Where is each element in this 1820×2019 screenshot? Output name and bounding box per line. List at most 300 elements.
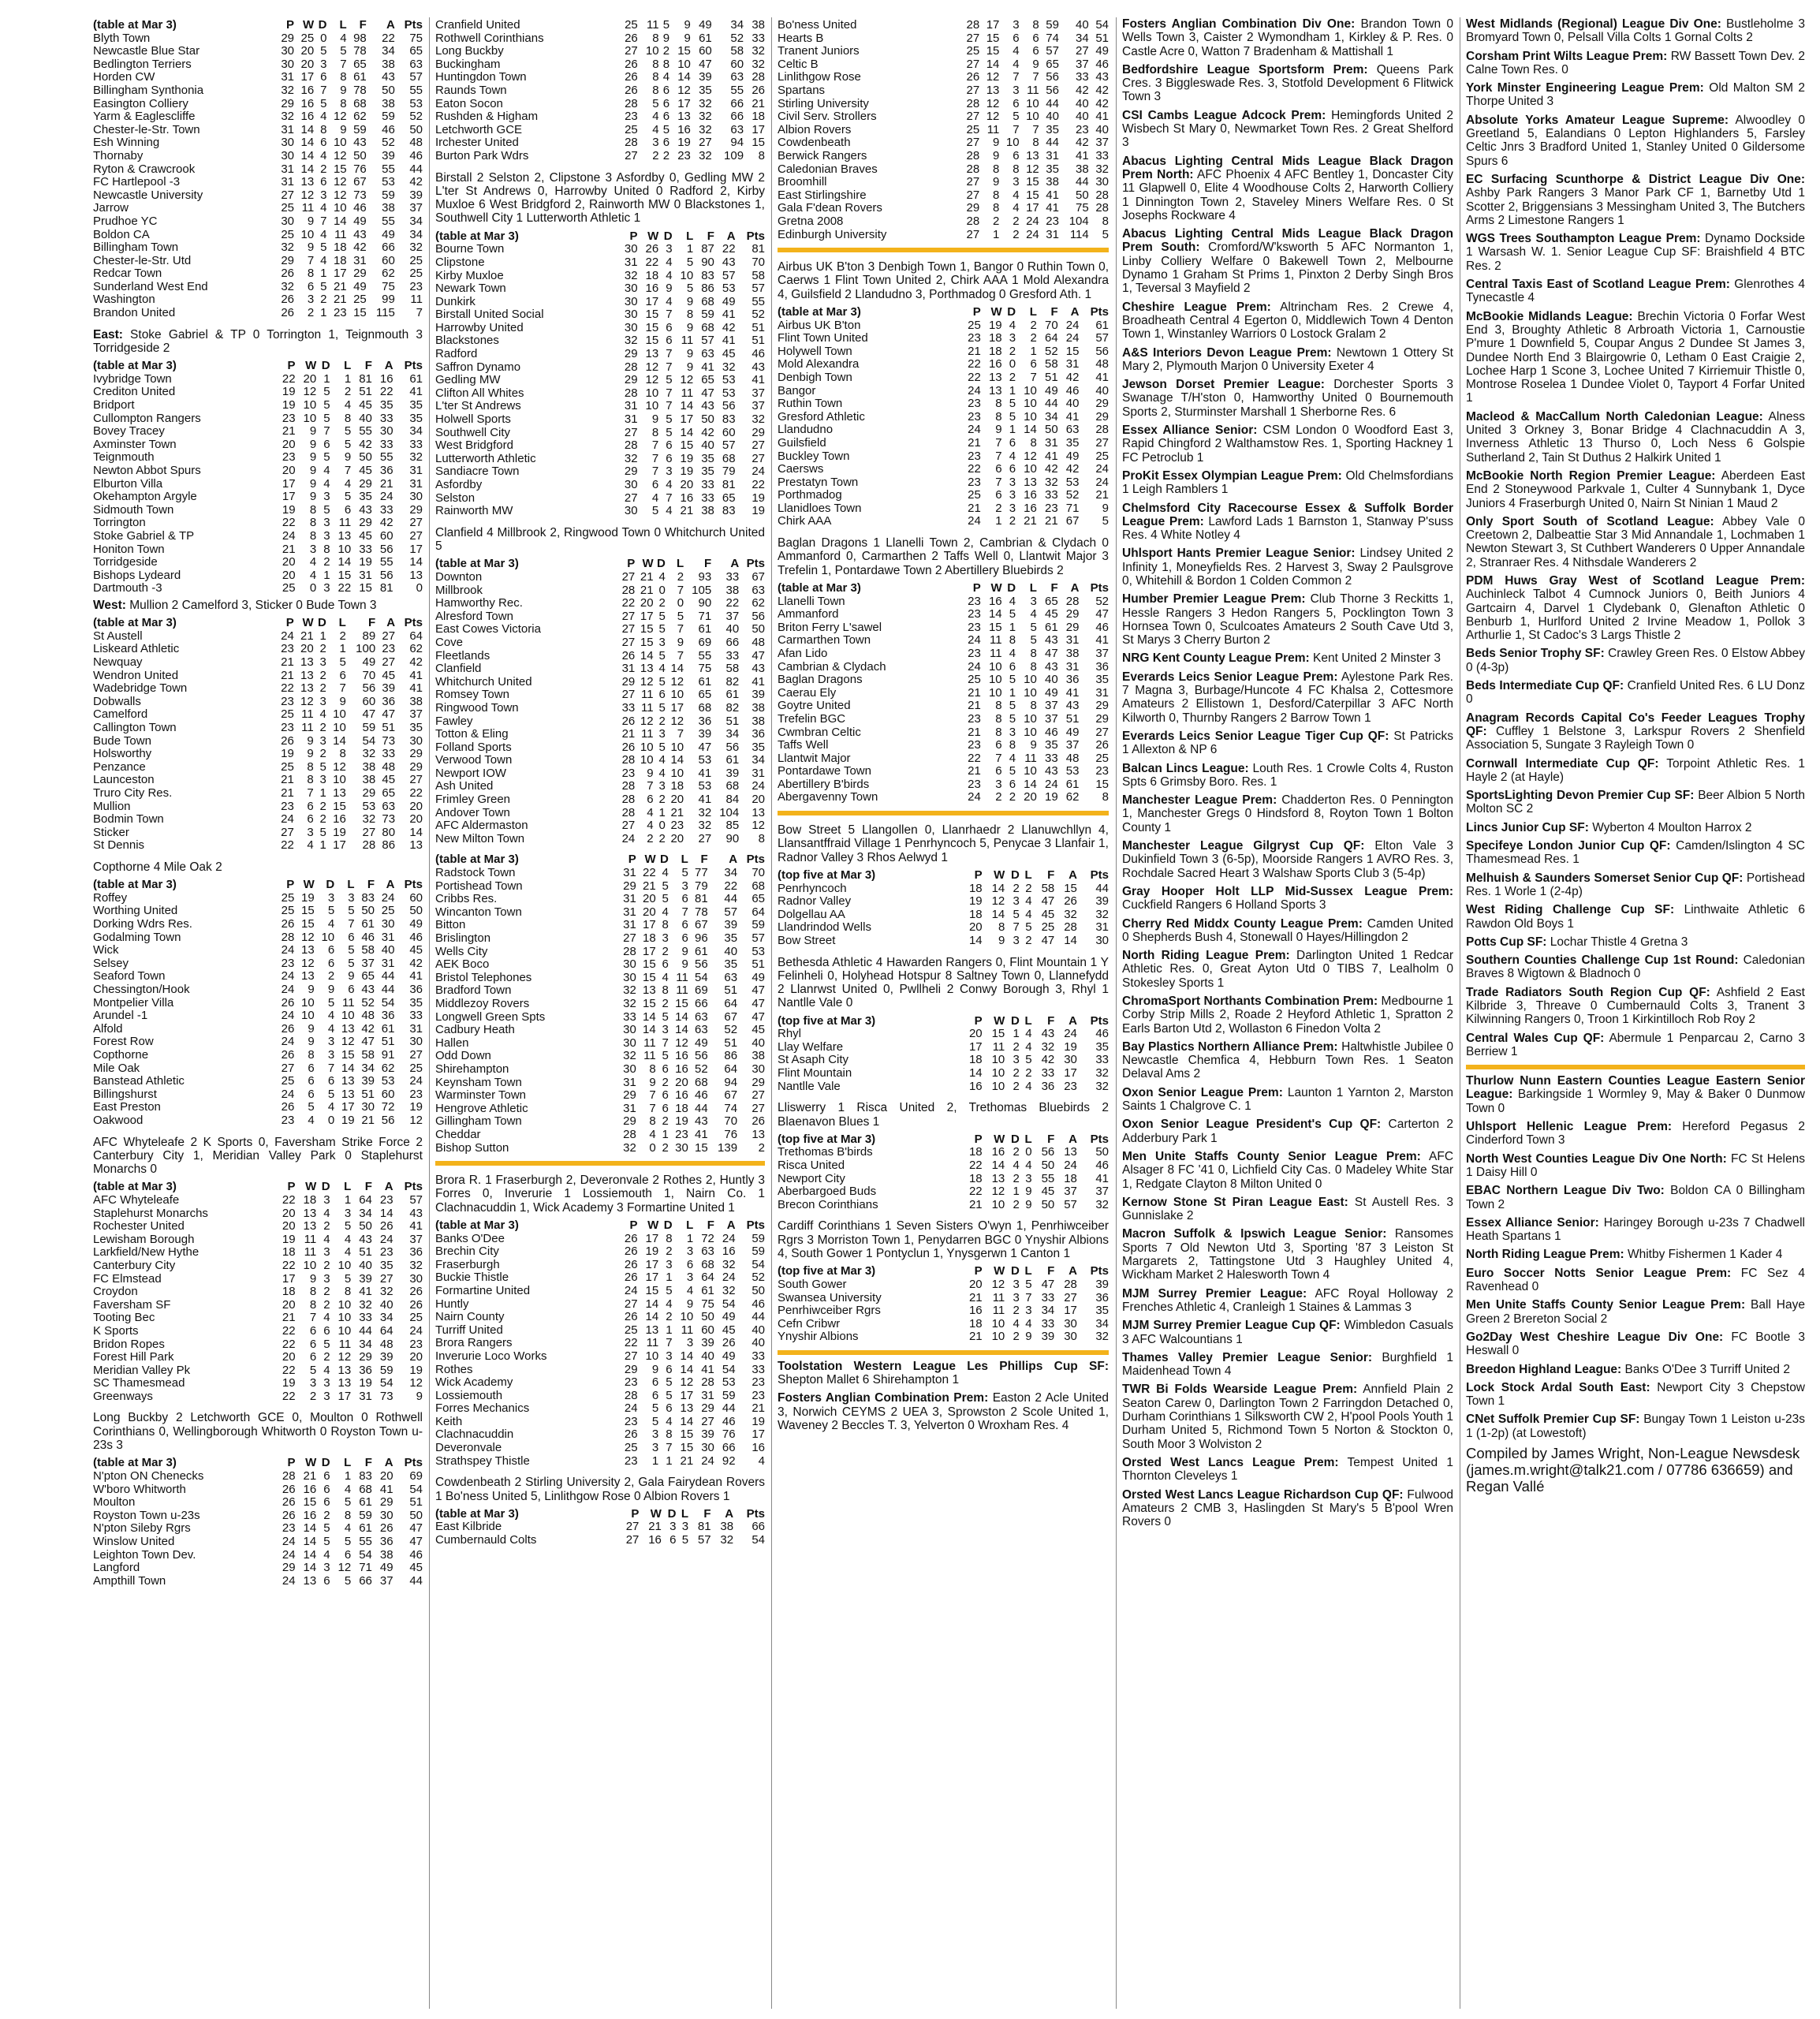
stat-cell: 22 [722,242,736,256]
results-paragraph [435,1174,765,1215]
table-header-cell: D [660,853,669,867]
results-page [93,17,1806,2009]
stat-cell: 2 [323,1258,330,1272]
stat-cell: 23 [282,411,296,425]
stat-cell: 2 [323,1350,330,1364]
table-row [93,1483,423,1497]
stat-cell: 7 [1032,70,1039,84]
stat-cell: 41 [409,969,423,983]
stat-cell: 7 [995,751,1002,765]
stat-cell: 30 [1095,933,1109,947]
stat-cell: 33 [623,1010,636,1024]
stat-cell: 20 [282,1297,296,1312]
table-header-cell: A [1069,1264,1077,1278]
stat-cell: 27 [409,1047,423,1062]
stat-cell: 22 [382,31,395,45]
team-name: Abergavenny Town [778,791,878,804]
team-name: Andover Town [435,806,510,819]
table-header-cell: L [1024,1132,1032,1146]
stat-cell: 44 [751,1310,765,1324]
stat-cell: 56 [1046,83,1059,97]
stat-cell: 35 [701,465,714,479]
table-header-cell: P [974,1264,983,1278]
stat-cell: 11 [1027,83,1039,97]
stat-cell: 15 [675,996,688,1010]
competition-name: Cherry Red Middx County League Prem: [1122,916,1363,931]
stat-cell: 45 [359,398,372,412]
results-paragraph [1466,574,1805,642]
stat-cell: 45 [751,1023,765,1037]
stat-cell: 68 [695,1075,708,1089]
stat-cell: 18 [282,1245,296,1260]
team-name: Caersws [778,463,824,476]
team-name: Canterbury City [93,1259,176,1272]
stat-cell: 18 [645,268,659,282]
stat-cell: 6 [1009,435,1016,450]
stat-cell: 32 [1095,1330,1109,1344]
team-name: Dunkirk [435,295,476,308]
stat-cell: 3 [319,694,326,708]
stat-cell: 6 [666,451,673,465]
stat-cell: 26 [624,1271,638,1285]
stat-cell: 22 [281,681,294,696]
stat-cell: 8 [649,1114,656,1129]
stat-cell: 20 [282,555,296,569]
stat-cell: 28 [624,386,638,400]
stat-cell: 8 [344,1508,352,1522]
results-text: Haltwhistle Jubilee 0 Newcastle Chemfica 4, Hebburn Town Res. 1 Seaton Delaval Ams 2 [1122,1039,1453,1081]
stat-cell: 60 [362,694,376,708]
stat-cell: 22 [281,838,294,853]
stat-cell: 14 [968,1066,983,1080]
table-row [93,1207,423,1221]
table-row [435,348,765,361]
stat-cell: 5 [344,424,352,439]
results-paragraph [435,1476,765,1503]
stat-cell: 43 [1044,633,1058,647]
stat-cell: 94 [724,1075,738,1089]
table-row [435,322,765,335]
stat-cell: 23 [621,766,636,780]
table-header-label: (table at Mar 3) [435,1218,519,1232]
table-row [93,1364,423,1378]
stat-cell: 40 [381,943,395,957]
table-row [778,437,1109,450]
stat-cell: 24 [1065,318,1080,332]
stat-cell: 12 [301,930,315,944]
stat-cell: 50 [359,1219,372,1233]
stat-cell: 9 [686,294,694,308]
table-row [435,1416,765,1429]
stat-cell: 14 [300,136,315,150]
stat-cell: 24 [282,1534,296,1548]
table-header-cell: F [700,853,708,867]
stat-cell: 20 [968,1027,983,1041]
stat-cell: 41 [1095,1171,1109,1185]
table-row [435,19,765,32]
stat-cell: 4 [1013,1316,1020,1330]
stat-cell: 22 [409,786,423,800]
stat-cell: 42 [1065,370,1080,384]
competition-name: Manchester League Gilgryst Cup QF: [1122,839,1365,853]
stat-cell: 28 [966,162,980,176]
stat-cell: 8 [1032,18,1039,32]
stat-cell: 62 [751,596,765,610]
stat-cell: 38 [362,773,376,787]
stat-cell: 75 [698,662,712,676]
table-row [93,293,423,307]
stat-cell: 90 [725,831,740,845]
table-row [435,58,765,72]
stat-cell: 16 [677,122,691,136]
table-header-cell: A [1070,304,1080,319]
table-header-cell: F [1050,580,1058,595]
stat-cell: 15 [1095,777,1109,791]
stat-cell: 75 [382,279,395,293]
results-paragraph [1122,839,1453,880]
stat-cell: 17 [341,1100,355,1114]
results-paragraph [1122,227,1453,295]
stat-cell: 5 [1030,633,1037,647]
table-row [435,45,765,58]
stat-cell: 46 [1095,1159,1109,1173]
stat-cell: 30 [624,478,638,491]
stat-cell: 10 [333,720,346,734]
team-name: South Gower [778,1278,847,1291]
results-text: Darlington United 1 Redcar Athletic Res. 0, Great Ayton Utd 0 TIBS 7, Lealholm 0 Stokesley Sports 1 [1122,949,1453,990]
stat-cell: 20 [282,1219,296,1233]
stat-cell: 22 [338,581,352,595]
table-header-cell: W [994,1132,1005,1146]
stat-cell: 60 [699,44,712,58]
competition-name: Oxon Senior League Prem: [1122,1085,1283,1099]
competition-name: Corsham Print Wilts League Prem: [1466,49,1668,63]
stat-cell: 59 [701,308,714,322]
stat-cell: 24 [281,1087,295,1101]
stat-cell: 92 [722,1454,736,1468]
stat-cell: 40 [1046,110,1059,124]
stat-cell: 14 [303,1547,317,1562]
competition-name: North Riding League Prem: [1122,949,1290,963]
stat-cell: 54 [695,970,708,984]
results-text: Burghfield 1 Maidenhead Town 4 [1122,1350,1453,1379]
stat-cell: 2 [652,148,659,162]
table-header-row [93,1181,423,1194]
table-row [435,1129,765,1142]
stat-cell: 10 [303,411,317,425]
stat-cell: 94 [730,136,744,150]
stat-cell: 4 [1013,1159,1020,1173]
stat-cell: 6 [308,1061,315,1075]
stat-cell: 54 [751,1257,765,1271]
table-row [435,998,765,1011]
stat-cell: 4 [320,110,327,124]
stat-cell: 12 [333,148,347,162]
stat-cell: 22 [968,357,981,371]
stat-cell: 29 [409,502,423,517]
stat-cell: 6 [344,502,352,517]
stat-cell: 33 [701,491,714,505]
competition-name: Abacus Lighting Central Mids League Black Dragon Prem North: [1122,154,1453,181]
team-name: Moulton [93,1496,136,1510]
stat-cell: 22 [282,1258,296,1272]
results-paragraph [778,260,1109,301]
team-name: Lutterworth Athletic [435,452,536,465]
stat-cell: 15 [301,904,315,918]
table-row [93,735,423,748]
stat-cell: 27 [621,622,636,636]
stat-cell: 25 [1095,449,1109,463]
stat-cell: 75 [1076,201,1089,215]
table-header-cell: D [321,359,330,373]
stat-cell: 49 [722,294,736,308]
table-header-cell: P [627,557,636,571]
stat-cell: 29 [359,1350,372,1364]
stat-cell: 9 [666,282,673,296]
stat-cell: 3 [652,136,659,150]
stat-cell: 14 [303,1534,317,1548]
stat-cell: 9 [681,957,688,972]
stat-cell: 26 [379,1521,393,1536]
stat-cell: 5 [652,96,659,110]
stat-cell: 26 [625,31,638,45]
table-row [435,505,765,518]
table-row [93,556,423,569]
table-header-cell: A [386,878,395,892]
stat-cell: 4 [307,838,314,853]
table-row [93,530,423,543]
stat-cell: 27 [281,188,295,202]
stat-cell: 1 [344,1469,352,1483]
stat-cell: 7 [677,648,684,662]
stat-cell: 47 [362,707,376,722]
team-name: Trefelin BGC [778,712,846,726]
stat-cell: 93 [698,569,712,584]
table-row [778,515,1109,528]
stat-cell: 8 [993,201,1000,215]
team-name: Leighton Town Dev. [93,1548,196,1562]
stat-cell: 29 [359,516,372,530]
stat-cell: 43 [359,502,372,517]
stat-cell: 56 [695,1049,708,1063]
results-text: Medbourne 1 Corby Strip Mills 2, Roade 2 Heyford Athletic 1, Spratton 2 Earls Barton Utd 2, Wollaston 6 Finedon Volta 2 [1122,995,1453,1036]
stat-cell: 0 [416,581,423,595]
results-text: AFC Phoenix 4 AFC Bentley 1, Doncaster City 11 Glapwell 0, Elite 4 Woodhouse Colts 2, Harworth Colliery 1 Dinnington Town 2, Staveley Miners Welfare Res. 0 St Josephs Rockware 4 [1122,167,1453,222]
competition-name: CNet Suffolk Premier Cup SF: [1466,1413,1640,1427]
table-header-cell: A [1069,1013,1077,1028]
stat-cell: 8 [320,122,327,136]
team-name: Llanelli Town [778,595,845,608]
stat-cell: 3 [686,1271,694,1285]
stat-cell: 32 [722,360,736,374]
stat-cell: 35 [1046,122,1059,136]
stat-cell: 10 [338,1311,352,1325]
stat-cell: 12 [645,373,659,387]
team-name: Keith [435,1415,463,1428]
stat-cell: 8 [1009,633,1016,647]
stat-cell: 1 [658,805,666,819]
stat-cell: 73 [382,812,396,827]
stat-cell: 4 [758,1454,765,1468]
stat-cell: 43 [1065,699,1080,713]
table-header-cell: Pts [404,616,423,630]
stat-cell: 2 [319,812,326,827]
stat-cell: 9 [662,31,670,45]
stat-cell: 47 [409,1521,423,1536]
stat-cell: 9 [651,1362,659,1376]
stat-cell: 41 [701,360,714,374]
table-row [93,708,423,722]
stat-cell: 39 [1095,1277,1109,1291]
stat-cell: 17 [751,122,765,136]
stat-cell: 40 [379,1297,393,1312]
stat-cell: 35 [1095,1039,1109,1054]
stat-cell: 17 [645,1231,659,1245]
league-table [93,360,423,595]
table-row [93,944,423,957]
stat-cell: 10 [338,542,352,556]
team-name: Broomhill [778,176,827,189]
team-name: Cumbernauld Colts [435,1534,537,1547]
stat-cell: 36 [382,694,396,708]
results-paragraph [778,1219,1109,1260]
stat-cell: 13 [300,175,315,189]
team-name: Kirby Muxloe [435,269,504,282]
results-paragraph [778,1360,1109,1387]
table-header-cell: D [663,229,673,243]
stat-cell: 61 [698,622,712,636]
stat-cell: 27 [966,83,980,97]
stat-cell: 60 [409,890,423,905]
competition-name: Bay Plastics Northern Alliance Prem: [1122,1039,1338,1054]
stat-cell: 2 [658,793,666,807]
stat-cell: 98 [353,31,367,45]
stat-cell: 40 [751,1036,765,1050]
stat-cell: 8 [662,918,669,932]
results-text: Lindsey United 2 Infinity 1, Moneyfields Res. 2 Harvest 3, Sway 2 Paulsgrove 0, Whitehill & Bordon 1 Colden Common 2 [1122,547,1453,588]
stat-cell: 20 [670,793,684,807]
stat-cell: 6 [1032,31,1039,45]
stat-cell: 15 [1026,188,1039,202]
team-name: Civil Serv. Strollers [778,110,877,124]
table-row [435,1142,765,1155]
stat-cell: 63 [701,1245,714,1259]
stat-cell: 28 [966,148,980,162]
stat-cell: 2 [1013,1197,1020,1211]
stat-cell: 44 [724,892,738,906]
table-row [93,307,423,320]
stat-cell: 6 [348,982,355,996]
table-header-cell: Pts [746,853,765,867]
stat-cell: 10 [1026,110,1039,124]
stat-cell: 16 [1024,488,1037,502]
stat-cell: 18 [968,1171,983,1185]
stat-cell: 19 [680,465,694,479]
stat-cell: 4 [327,1100,335,1114]
stat-cell: 62 [1065,790,1080,804]
results-text: Kent United 2 Minster 3 [1313,651,1441,666]
table-header-cell: W [305,359,317,373]
stat-cell: 3 [327,1047,335,1062]
results-paragraph [93,1411,423,1452]
stat-cell: 61 [725,753,740,767]
stat-cell: 5 [1025,1053,1032,1067]
stat-cell: 56 [1046,70,1059,84]
stat-cell: 60 [381,1087,395,1101]
stat-cell: 23 [968,449,981,463]
stat-cell: 50 [1041,1197,1055,1211]
stat-cell: 16 [968,1304,983,1318]
stat-cell: 10 [338,1297,352,1312]
table-header-cell: L [347,878,355,892]
stat-cell: 4 [1009,318,1016,332]
stat-cell: 33 [1044,751,1058,765]
league-table [778,582,1109,804]
stat-cell: 19 [282,385,296,399]
stat-cell: 32 [281,110,295,124]
stat-cell: 33 [725,569,740,584]
stat-cell: 32 [699,96,712,110]
stat-cell: 27 [625,1533,640,1547]
stat-cell: 7 [327,1061,335,1075]
stat-cell: 8 [1009,738,1016,752]
team-name: Dorking Wdrs Res. [93,918,192,931]
stat-cell: 36 [751,727,765,741]
team-name: Caledonian Braves [778,162,878,176]
stat-cell: 37 [751,386,765,400]
stat-cell: 5 [666,373,673,387]
stat-cell: 37 [409,1232,423,1246]
stat-cell: 15 [643,970,656,984]
stat-cell: 35 [359,490,372,504]
table-header-label: (table at Mar 3) [435,853,519,867]
column-5 [1466,17,1805,2009]
stat-cell: 27 [625,1520,640,1534]
stat-cell: 12 [303,385,317,399]
stat-cell: 50 [361,904,375,918]
stat-cell: 12 [991,894,1005,909]
stat-cell: 31 [1065,357,1080,371]
team-name: Asfordby [435,479,483,491]
stat-cell: 44 [695,1101,708,1115]
table-row [93,1246,423,1260]
stat-cell: 38 [409,694,423,708]
stat-cell: 24 [968,790,981,804]
stat-cell: 10 [988,685,1002,700]
team-name: Bow Street [778,934,836,947]
stat-cell: 21 [648,1520,662,1534]
stat-cell: 56 [695,957,708,972]
stat-cell: 68 [701,320,714,334]
stat-cell: 5 [339,655,346,670]
results-paragraph [1466,1216,1805,1244]
table-header-cell: A [1069,1132,1077,1146]
stat-cell: 51 [382,720,396,734]
table-row [435,867,765,880]
team-name: Celtic B [778,58,819,71]
stat-cell: 24 [1095,462,1109,476]
stat-cell: 41 [1046,201,1059,215]
team-name: Ivybridge Town [93,372,172,386]
team-name: Brecon Corinthians [778,1198,878,1211]
results-text: Lawford Lads 1 Barnston 1, Stanway P'suss Res. 4 White Notley 4 [1122,514,1453,543]
stat-cell: 57 [697,1533,711,1547]
stat-cell: 40 [1076,110,1089,124]
stat-cell: 18 [968,907,983,921]
table-header-cell: D [663,1218,673,1232]
stat-cell: 23 [677,148,691,162]
results-paragraph [1466,757,1805,785]
